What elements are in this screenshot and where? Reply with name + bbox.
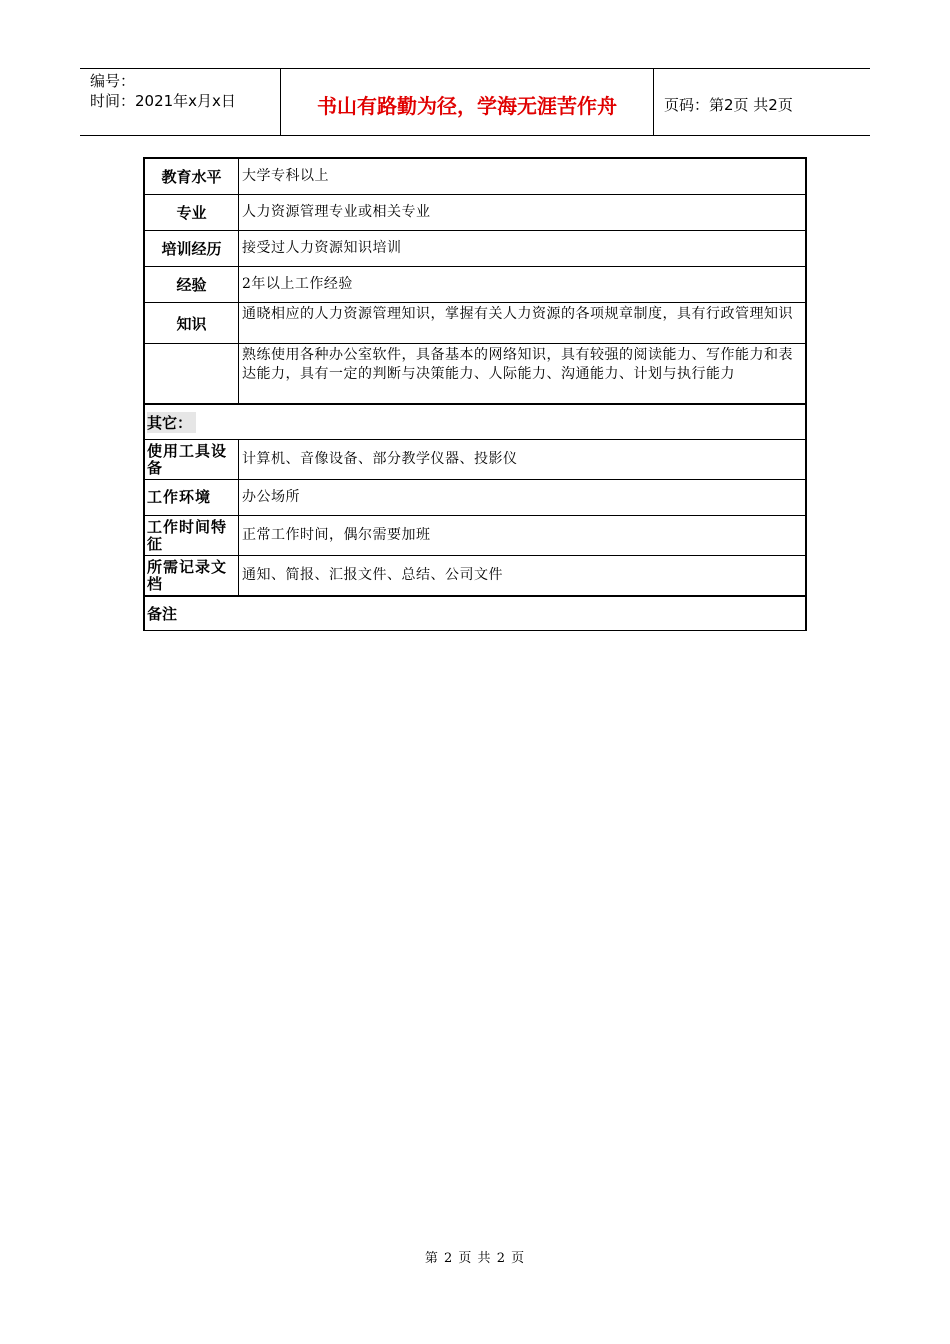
header-motto: 书山有路勤为径，学海无涯苦作舟 — [281, 69, 654, 135]
table-row — [145, 480, 805, 516]
remarks-heading: 备注 — [147, 605, 178, 623]
header-meta — [80, 69, 281, 135]
table-row — [145, 344, 805, 404]
row-label: 使用工具设备 — [145, 440, 239, 479]
row-value: 熟练使用各种办公室软件，具备基本的网络知识，具有较强的阅读能力、写作能力和表达能力，具有一定的判断与决策能力、人际能力、沟通能力、计划与执行能力 — [242, 347, 793, 382]
row-label: 教育水平 — [145, 159, 239, 194]
table-row — [145, 159, 805, 195]
row-value: 接受过人力资源知识培训 — [242, 240, 402, 256]
doc-date: 时间：2021年x月x日 — [90, 92, 236, 110]
row-value: 2年以上工作经验 — [242, 276, 353, 292]
table-row — [145, 556, 805, 596]
header-page-number: 页码：第2页 共2页 — [664, 95, 793, 114]
other-heading-row — [145, 404, 805, 440]
row-label: 培训经历 — [145, 231, 239, 266]
row-value: 人力资源管理专业或相关专业 — [242, 204, 431, 220]
page-footer: 第 2 页 共 2 页 — [424, 1251, 526, 1266]
table-row — [145, 267, 805, 303]
row-label: 工作时间特征 — [145, 516, 239, 555]
row-value: 通晓相应的人力资源管理知识，掌握有关人力资源的各项规章制度，具有行政管理知识 — [242, 306, 793, 322]
row-label — [145, 344, 239, 403]
row-label: 专业 — [145, 195, 239, 230]
job-spec-table — [143, 157, 807, 631]
table-row — [145, 195, 805, 231]
page-header — [80, 68, 870, 136]
table-row — [145, 303, 805, 344]
row-label: 知识 — [145, 303, 239, 343]
table-row — [145, 516, 805, 556]
row-label: 所需记录文档 — [145, 556, 239, 595]
doc-number-label: 编号： — [90, 72, 136, 90]
table-row — [145, 440, 805, 480]
row-value: 计算机、音像设备、部分教学仪器、投影仪 — [242, 451, 518, 467]
remarks-row — [145, 596, 805, 631]
row-value: 大学专科以上 — [242, 168, 329, 184]
row-value: 正常工作时间，偶尔需要加班 — [242, 527, 431, 543]
other-heading: 其它： — [145, 405, 805, 439]
row-label: 经验 — [145, 267, 239, 302]
row-label: 工作环境 — [145, 480, 239, 515]
row-value: 办公场所 — [242, 489, 300, 505]
table-row — [145, 231, 805, 267]
row-value: 通知、简报、汇报文件、总结、公司文件 — [242, 567, 503, 583]
